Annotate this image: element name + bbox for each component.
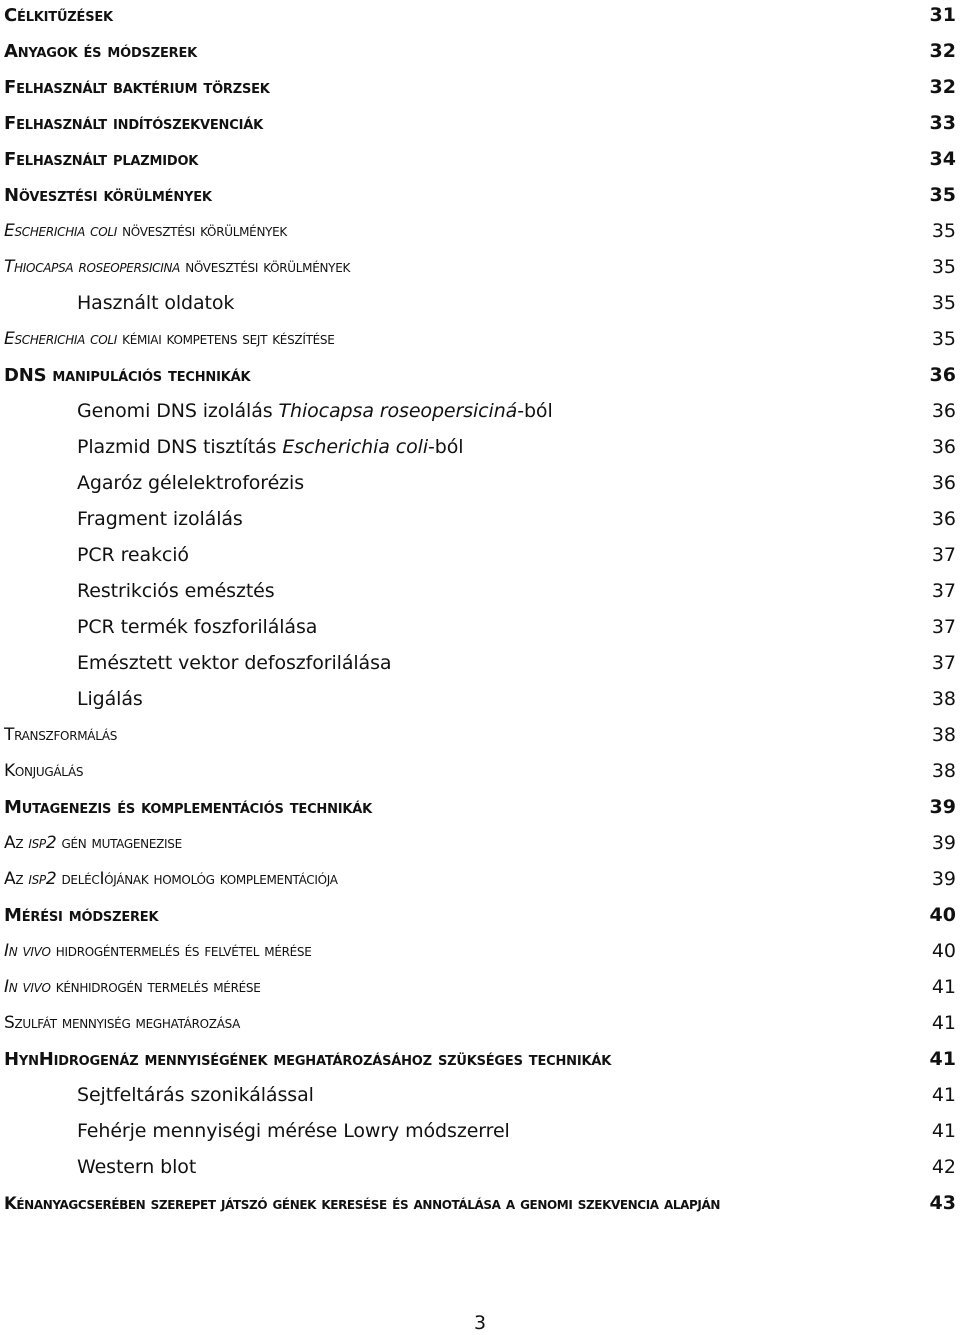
toc-entry-title: [4, 257, 350, 277]
toc-entry-page: 35: [931, 328, 956, 350]
toc-entry-title-italic: Thiocapsa roseopersicina: [4, 257, 181, 277]
toc-entry-title-text: növesztési körülmények: [180, 257, 351, 277]
toc-entry-title: Konjugálás: [4, 761, 84, 781]
toc-entry-page: 32: [929, 40, 956, 62]
toc-entry-title-suffix: delécIójának homológ komplementációja: [56, 869, 338, 889]
toc-entry-title-suffix: gén mutagenezise: [56, 833, 182, 853]
toc-entry-title: Felhasznált plazmidok: [4, 148, 199, 170]
toc-entry-title: Célkitűzések: [4, 4, 113, 26]
toc-entry-title-italic: isp2: [28, 869, 57, 889]
page-number: 3: [473, 1312, 487, 1334]
toc-entry-title: Fragment izolálás: [77, 508, 243, 530]
toc-entry[interactable]: [4, 936, 956, 966]
toc-entry-title: [4, 833, 182, 853]
toc-entry-title: [4, 329, 334, 349]
toc-entry-page: 35: [931, 220, 956, 242]
toc-entry-title-text: hidrogéntermelés és felvétel mérése: [50, 941, 312, 961]
toc-entry-page: 39: [931, 832, 956, 854]
toc-entry-title-suffix: -ból: [517, 400, 553, 422]
toc-entry-page: 43: [929, 1192, 956, 1214]
toc-entry[interactable]: [4, 612, 956, 642]
toc-entry-page: 31: [929, 4, 956, 26]
toc-entry-page: 36: [931, 472, 956, 494]
toc-entry-title-italic: Thiocapsa roseopersiciná: [278, 400, 518, 422]
toc-entry-title-text: növesztési körülmények: [117, 221, 288, 241]
toc-entry-title-text: kémiai kompetens sejt készítése: [117, 329, 335, 349]
toc-entry-page: 41: [931, 1012, 956, 1034]
toc-entry[interactable]: [4, 1080, 956, 1110]
toc-entry-page: 36: [931, 508, 956, 530]
toc-entry-title: [4, 941, 312, 961]
toc-entry-page: 41: [929, 1048, 956, 1070]
toc-entry[interactable]: [4, 720, 956, 750]
toc-entry-title: Felhasznált baktérium törzsek: [4, 76, 270, 98]
toc-entry[interactable]: [4, 684, 956, 714]
toc-entry[interactable]: [4, 1008, 956, 1038]
toc-entry-title: Kénanyagcserében szerepet játszó gének keresése és annotálása a genomi szekvencia alapján: [4, 1193, 721, 1213]
toc-entry[interactable]: [4, 1188, 956, 1218]
toc-entry-title: Használt oldatok: [77, 292, 235, 314]
toc-entry-page: 37: [931, 580, 956, 602]
toc-entry[interactable]: [4, 1044, 956, 1074]
toc-entry[interactable]: [4, 1152, 956, 1182]
toc-entry[interactable]: [4, 72, 956, 102]
toc-entry[interactable]: [4, 396, 956, 426]
toc-entry-page: 37: [931, 544, 956, 566]
toc-entry[interactable]: [4, 0, 956, 30]
toc-entry[interactable]: [4, 360, 956, 390]
toc-entry-title: [4, 221, 287, 241]
toc-entry-title: Ligálás: [77, 688, 143, 710]
toc-entry-title: Agaróz gélelektroforézis: [77, 472, 305, 494]
toc-entry[interactable]: [4, 468, 956, 498]
toc-entry-title: PCR termék foszforilálása: [77, 616, 318, 638]
toc-entry-page: 39: [929, 796, 956, 818]
toc-entry-page: 32: [929, 76, 956, 98]
toc-entry-page: 37: [931, 616, 956, 638]
toc-entry[interactable]: [4, 504, 956, 534]
toc-entry-title: Western blot: [77, 1156, 197, 1178]
toc-entry-title: Szulfát mennyiség meghatározása: [4, 1013, 241, 1033]
toc-entry[interactable]: [4, 972, 956, 1002]
toc-entry-page: 35: [929, 184, 956, 206]
toc-entry-page: 35: [931, 292, 956, 314]
toc-entry-title: Mutagenezis és komplementációs technikák: [4, 796, 373, 818]
toc-entry-page: 33: [929, 112, 956, 134]
toc-entry[interactable]: [4, 252, 956, 282]
toc-entry[interactable]: [4, 108, 956, 138]
toc-entry-title-italic: Escherichia coli: [4, 221, 118, 241]
toc-entry-page: 36: [929, 364, 956, 386]
toc-entry-title: PCR reakció: [77, 544, 189, 566]
toc-entry[interactable]: [4, 648, 956, 678]
toc-entry-page: 36: [931, 400, 956, 422]
toc-entry-title-italic: Escherichia coli: [4, 329, 118, 349]
toc-entry-title: Mérési módszerek: [4, 904, 159, 926]
toc-entry[interactable]: [4, 1116, 956, 1146]
toc-entry-page: 42: [931, 1156, 956, 1178]
toc-entry-title: Felhasznált indítószekvenciák: [4, 112, 263, 134]
toc-entry-title: Sejtfeltárás szonikálással: [77, 1084, 314, 1106]
toc-entry[interactable]: [4, 324, 956, 354]
toc-entry-page: 37: [931, 652, 956, 674]
toc-entry-title-italic: Escherichia coli: [282, 436, 428, 458]
toc-entry-title-text: Genomi DNS izolálás: [77, 400, 279, 422]
toc-entry[interactable]: [4, 828, 956, 858]
toc-entry-title: Emésztett vektor defoszforilálása: [77, 652, 392, 674]
toc-entry-title-italic: In vivo: [4, 941, 51, 961]
toc-entry-title: Restrikciós emésztés: [77, 580, 275, 602]
toc-entry-title: Anyagok és módszerek: [4, 40, 198, 62]
toc-entry[interactable]: [4, 900, 956, 930]
toc-entry-page: 41: [931, 976, 956, 998]
toc-entry[interactable]: [4, 756, 956, 786]
toc-entry-page: 38: [931, 724, 956, 746]
toc-entry-page: 38: [931, 688, 956, 710]
toc-entry-title-text: Az: [4, 833, 29, 853]
toc-entry[interactable]: [4, 36, 956, 66]
toc-entry-title: HynHidrogenáz mennyiségének meghatározásához szükséges technikák: [4, 1048, 612, 1070]
toc-entry-page: 41: [931, 1120, 956, 1142]
toc-entry-title: [4, 869, 338, 889]
toc-entry[interactable]: [4, 864, 956, 894]
toc-entry-page: 35: [931, 256, 956, 278]
toc-entry[interactable]: [4, 180, 956, 210]
toc-entry-title: [4, 436, 463, 458]
toc-entry-title: Növesztési körülmények: [4, 184, 212, 206]
toc-entry-page: 36: [931, 436, 956, 458]
toc-entry[interactable]: [4, 144, 956, 174]
toc-entry-title-text: Az: [4, 869, 29, 889]
toc-entry[interactable]: [4, 540, 956, 570]
toc-entry-title: [4, 977, 261, 997]
toc-entry[interactable]: [4, 432, 956, 462]
toc-entry-title-text: kénhidrogén termelés mérése: [50, 977, 261, 997]
toc-entry-page: 39: [931, 868, 956, 890]
toc-entry-page: 41: [931, 1084, 956, 1106]
toc-entry-title-italic: In vivo: [4, 977, 51, 997]
toc-entry[interactable]: [4, 216, 956, 246]
toc-entry-page: 38: [931, 760, 956, 782]
toc-entry[interactable]: [4, 792, 956, 822]
toc-entry-page: 34: [929, 148, 956, 170]
toc-entry-title: Transzformálás: [4, 725, 118, 745]
toc-entry-title: DNS manipulációs technikák: [4, 364, 251, 386]
toc-entry[interactable]: [4, 288, 956, 318]
toc-entry-title-italic: isp2: [28, 833, 57, 853]
toc-entry-title-text: Plazmid DNS tisztítás: [77, 436, 283, 458]
toc-entry[interactable]: [4, 576, 956, 606]
toc-entry-title: Fehérje mennyiségi mérése Lowry módszerrel: [77, 1120, 510, 1142]
toc-entry-page: 40: [931, 940, 956, 962]
toc-entry-page: 40: [929, 904, 956, 926]
toc-entry-title-suffix: -ból: [428, 436, 464, 458]
toc-entry-title: [4, 400, 553, 422]
